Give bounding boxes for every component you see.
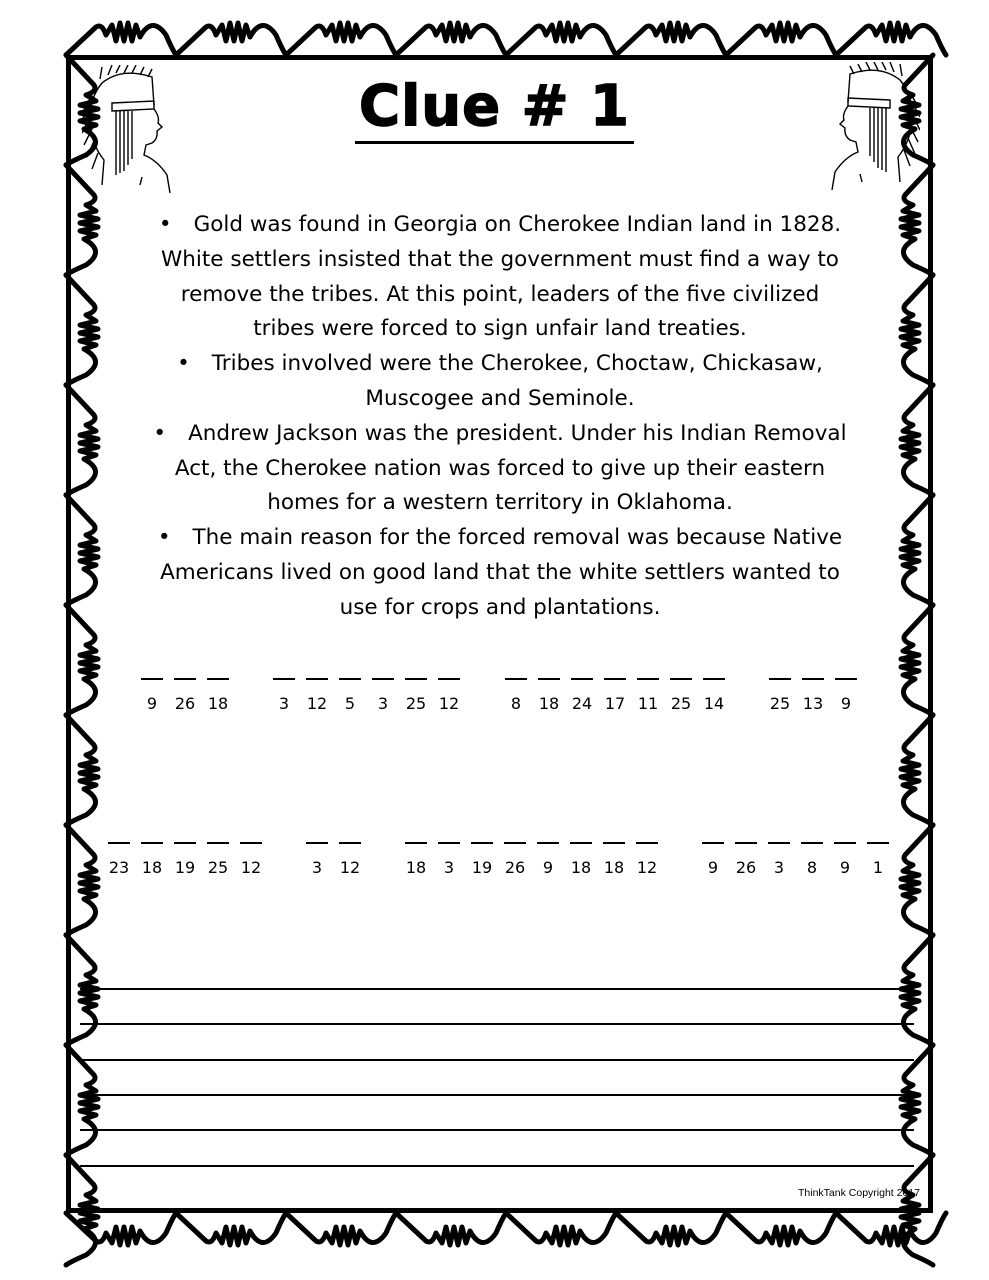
cipher-letter-blank[interactable]	[403, 678, 429, 713]
cipher-number: 18	[405, 858, 427, 877]
cipher-letter-blank[interactable]	[800, 678, 826, 713]
letter-blank-line[interactable]	[702, 842, 724, 844]
letter-blank-line[interactable]	[504, 842, 526, 844]
cipher-letter-blank[interactable]	[304, 678, 330, 713]
cipher-number: 19	[174, 858, 196, 877]
letter-blank-line[interactable]	[505, 678, 527, 680]
cipher-number: 25	[769, 694, 791, 713]
bullet-line: remove the tribes. At this point, leaders of the five civilized	[180, 281, 820, 307]
letter-blank-line[interactable]	[637, 678, 659, 680]
letter-blank-line[interactable]	[538, 678, 560, 680]
letter-blank-line[interactable]	[802, 678, 824, 680]
cipher-letter-blank[interactable]	[337, 842, 363, 877]
cipher-letter-blank[interactable]	[701, 678, 727, 713]
cipher-number: 3	[278, 694, 290, 713]
bullet-line: Muscogee and Seminole.	[365, 385, 635, 411]
letter-blank-line[interactable]	[273, 678, 295, 680]
letter-blank-line[interactable]	[174, 842, 196, 844]
cipher-number: 9	[146, 694, 158, 713]
letter-blank-line[interactable]	[834, 842, 856, 844]
cipher-letter-blank[interactable]	[172, 678, 198, 713]
letter-blank-line[interactable]	[207, 678, 229, 680]
cipher-number: 12	[636, 858, 658, 877]
cipher-letter-blank[interactable]	[569, 678, 595, 713]
cipher-letter-blank[interactable]	[469, 842, 495, 877]
cipher-letter-blank[interactable]	[139, 678, 165, 713]
letter-blank-line[interactable]	[670, 678, 692, 680]
letter-blank-line[interactable]	[636, 842, 658, 844]
bullet-line: Act, the Cherokee nation was forced to give up their eastern	[174, 455, 826, 481]
letter-blank-line[interactable]	[174, 678, 196, 680]
answer-writing-line[interactable]	[80, 1129, 914, 1131]
cipher-number: 9	[707, 858, 719, 877]
cipher-letter-blank[interactable]	[799, 842, 825, 877]
cipher-letter-blank[interactable]	[668, 678, 694, 713]
bullet-line: homes for a western territory in Oklahoma.	[267, 490, 733, 516]
bullet-icon: •	[153, 420, 167, 446]
cipher-number: 12	[240, 858, 262, 877]
bullet-line	[120, 417, 880, 452]
cipher-number: 3	[311, 858, 323, 877]
bullet-line: use for crops and plantations.	[339, 594, 661, 620]
letter-blank-line[interactable]	[108, 842, 130, 844]
cipher-number: 25	[670, 694, 692, 713]
letter-blank-line[interactable]	[537, 842, 559, 844]
cipher-letter-blank[interactable]	[205, 842, 231, 877]
cipher-number: 11	[637, 694, 659, 713]
letter-blank-line[interactable]	[438, 678, 460, 680]
letter-blank-line[interactable]	[603, 842, 625, 844]
cipher-number: 18	[603, 858, 625, 877]
letter-blank-line[interactable]	[703, 678, 725, 680]
cipher-letter-blank[interactable]	[503, 678, 529, 713]
letter-blank-line[interactable]	[735, 842, 757, 844]
cipher-letter-blank[interactable]	[370, 678, 396, 713]
cipher-number: 3	[377, 694, 389, 713]
letter-blank-line[interactable]	[207, 842, 229, 844]
cipher-letter-blank[interactable]	[139, 842, 165, 877]
cipher-number: 3	[443, 858, 455, 877]
cipher-number: 18	[207, 694, 229, 713]
cipher-number: 18	[538, 694, 560, 713]
answer-writing-line[interactable]	[80, 1059, 914, 1061]
cipher-number: 25	[207, 858, 229, 877]
letter-blank-line[interactable]	[405, 842, 427, 844]
cipher-number: 23	[108, 858, 130, 877]
cipher-number: 12	[438, 694, 460, 713]
cipher-letter-blank[interactable]	[568, 842, 594, 877]
letter-blank-line[interactable]	[801, 842, 823, 844]
letter-blank-line[interactable]	[604, 678, 626, 680]
cipher-number: 8	[510, 694, 522, 713]
cipher-number: 9	[542, 858, 554, 877]
clue-bullet-list	[120, 208, 880, 626]
cipher-number: 8	[806, 858, 818, 877]
letter-blank-line[interactable]	[768, 842, 790, 844]
cipher-letter-blank[interactable]	[172, 842, 198, 877]
letter-blank-line[interactable]	[306, 842, 328, 844]
cipher-number: 12	[306, 694, 328, 713]
cipher-letter-blank[interactable]	[271, 678, 297, 713]
cipher-letter-blank[interactable]	[700, 842, 726, 877]
letter-blank-line[interactable]	[141, 842, 163, 844]
letter-blank-line[interactable]	[867, 842, 889, 844]
cipher-number: 1	[872, 858, 884, 877]
cipher-number: 26	[735, 858, 757, 877]
cipher-letter-blank[interactable]	[766, 842, 792, 877]
bullet-text: Gold was found in Georgia on Cherokee Indian land in 1828.	[193, 212, 842, 237]
bullet-text: Andrew Jackson was the president. Under his Indian Removal	[188, 420, 847, 446]
letter-blank-line[interactable]	[372, 678, 394, 680]
cipher-letter-blank[interactable]	[304, 842, 330, 877]
bullet-line: Americans lived on good land that the white settlers wanted to	[160, 559, 840, 585]
cipher-number: 26	[504, 858, 526, 877]
cipher-letter-blank[interactable]	[865, 842, 891, 877]
bullet-icon: •	[158, 212, 172, 237]
page-title	[0, 74, 989, 139]
bullet-line	[120, 521, 880, 556]
letter-blank-line[interactable]	[141, 678, 163, 680]
letter-blank-line[interactable]	[835, 678, 857, 680]
cipher-number: 5	[344, 694, 356, 713]
cipher-number: 17	[604, 694, 626, 713]
cipher-number: 12	[339, 858, 361, 877]
letter-blank-line[interactable]	[438, 842, 460, 844]
cipher-letter-blank[interactable]	[106, 842, 132, 877]
cipher-letter-blank[interactable]	[733, 842, 759, 877]
answer-writing-line[interactable]	[80, 1165, 914, 1167]
cipher-letter-blank[interactable]	[536, 678, 562, 713]
letter-blank-line[interactable]	[769, 678, 791, 680]
cipher-letter-blank[interactable]	[833, 678, 859, 713]
cipher-letter-blank[interactable]	[602, 678, 628, 713]
cipher-number: 9	[839, 858, 851, 877]
answer-writing-line[interactable]	[80, 1023, 914, 1025]
bullet-text: The main reason for the forced removal was because Native	[192, 525, 843, 551]
cipher-number: 18	[141, 858, 163, 877]
cipher-number: 13	[802, 694, 824, 713]
cipher-letter-blank[interactable]	[635, 678, 661, 713]
letter-blank-line[interactable]	[306, 678, 328, 680]
cipher-letter-blank[interactable]	[832, 842, 858, 877]
bullet-line	[120, 208, 880, 243]
copyright-text: ThinkTank Copyright 2017	[798, 1187, 920, 1199]
answer-writing-line[interactable]	[80, 1094, 914, 1096]
cipher-letter-blank[interactable]	[436, 842, 462, 877]
cipher-letter-blank[interactable]	[205, 678, 231, 713]
cipher-number: 19	[471, 858, 493, 877]
cipher-number: 25	[405, 694, 427, 713]
cipher-letter-blank[interactable]	[436, 678, 462, 713]
bullet-line: White settlers insisted that the government must find a way to	[161, 246, 839, 272]
letter-blank-line[interactable]	[405, 678, 427, 680]
cipher-number: 26	[174, 694, 196, 713]
letter-blank-line[interactable]	[339, 842, 361, 844]
letter-blank-line[interactable]	[339, 678, 361, 680]
cipher-letter-blank[interactable]	[535, 842, 561, 877]
bullet-text: Tribes involved were the Cherokee, Choctaw, Chickasaw,	[211, 351, 823, 377]
page-title-text: Clue # 1	[355, 74, 634, 144]
cipher-letter-blank[interactable]	[634, 842, 660, 877]
bullet-line: tribes were forced to sign unfair land treaties.	[253, 316, 747, 342]
cipher-letter-blank[interactable]	[601, 842, 627, 877]
cipher-number: 3	[773, 858, 785, 877]
cipher-letter-blank[interactable]	[403, 842, 429, 877]
cipher-number: 9	[840, 694, 852, 713]
letter-blank-line[interactable]	[570, 842, 592, 844]
cipher-number: 18	[570, 858, 592, 877]
answer-writing-line[interactable]	[80, 988, 914, 990]
cipher-letter-blank[interactable]	[337, 678, 363, 713]
cipher-letter-blank[interactable]	[238, 842, 264, 877]
bullet-icon: •	[177, 351, 190, 377]
cipher-number: 14	[703, 694, 725, 713]
letter-blank-line[interactable]	[471, 842, 493, 844]
letter-blank-line[interactable]	[240, 842, 262, 844]
bullet-icon: •	[157, 525, 171, 551]
cipher-letter-blank[interactable]	[502, 842, 528, 877]
cipher-number: 24	[571, 694, 593, 713]
bullet-line	[120, 347, 880, 382]
letter-blank-line[interactable]	[571, 678, 593, 680]
cipher-letter-blank[interactable]	[767, 678, 793, 713]
